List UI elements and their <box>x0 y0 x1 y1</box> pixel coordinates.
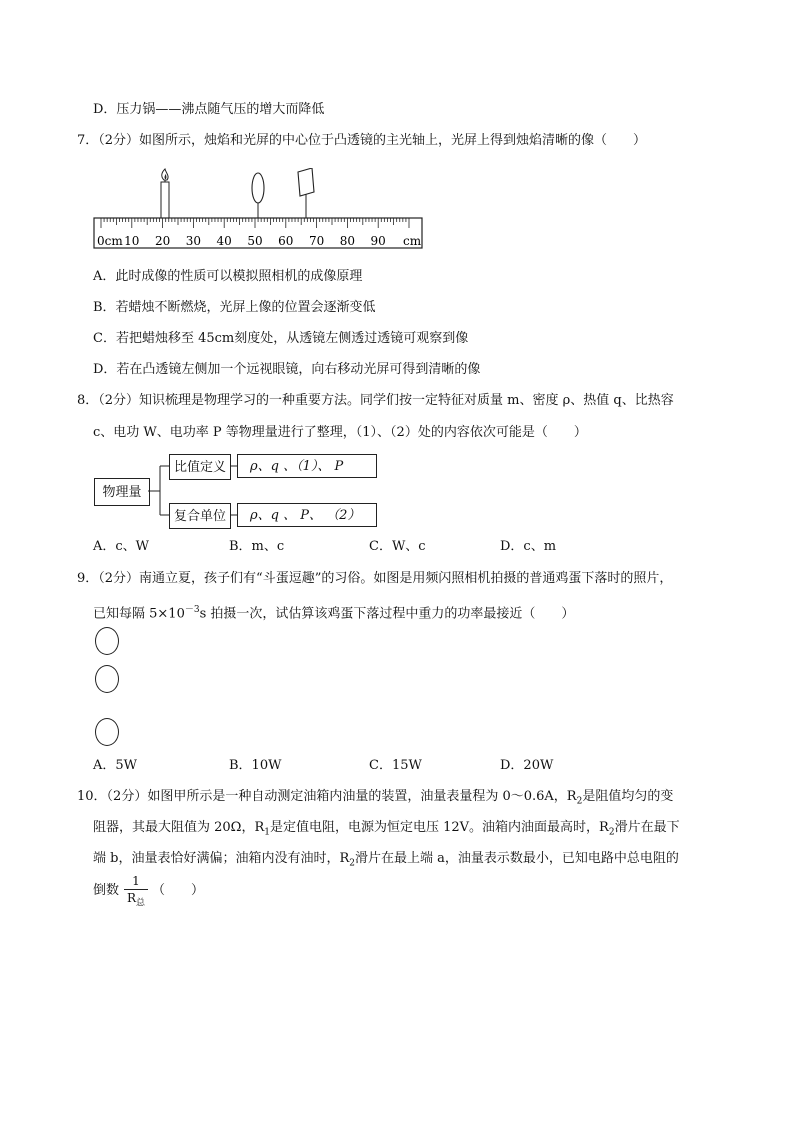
diagram-root: 物理量 <box>94 478 150 506</box>
q7-stem: 7．（2分）如图所示，烛焰和光屏的中心位于凸透镜的主光轴上，光屏上得到烛焰清晰的像（ ） <box>77 133 647 148</box>
q8-option-a: A．c、W <box>93 539 150 554</box>
q10-stem-line3: 端 b，油量表恰好满偏；油箱内没有油时，$R_2$滑片在最上端 a，油量表示数最小，已知电路中总电阻的 <box>93 851 679 869</box>
q7-option-a: A．此时成像的性质可以模拟照相机的成像原理 <box>93 269 363 284</box>
q9-option-c: C．15W <box>369 758 422 773</box>
q8-option-b: B．m、c <box>229 539 285 554</box>
ruler-tick-label: 40 <box>216 234 232 248</box>
diagram-branch1-label: 比值定义 <box>169 454 231 480</box>
q10-stem-line4-prefix: 倒数 <box>93 883 120 898</box>
ruler-end-label: cm <box>403 234 422 248</box>
q9-stem-line1: 9．（2分）南通立夏，孩子们有“斗蛋逗趣”的习俗。如图是用频闪照相机拍摄的普通鸡蛋下落时的照片， <box>77 571 673 586</box>
ruler-tick-label: 30 <box>185 234 202 248</box>
candle-icon <box>161 169 169 218</box>
diagram-branch1-content: ρ、q 、（1）、 P <box>237 454 377 478</box>
egg-icon <box>95 665 119 693</box>
q8-stem-line1: 8．（2分）知识梳理是物理学习的一种重要方法。同学们按一定特征对质量 m、密度 ρ、热值 q、比热容 <box>77 393 674 408</box>
q10-stem-line4-suffix: （ ） <box>152 883 205 898</box>
q9-option-a: A．5W <box>93 758 138 773</box>
q9-stem-line2: 已知每隔 $5\times 10^{-3}s$ 拍摄一次，试估算该鸡蛋下落过程中重力的功率最接近（ ） <box>93 605 575 622</box>
q7-option-c: C．若把蜡烛移至 45cm刻度处，从透镜左侧透过透镜可观察到像 <box>93 331 469 346</box>
q8-stem-line2: c、电功 W、电功率 P 等物理量进行了整理，（1）、（2）处的内容依次可能是（ ） <box>93 425 587 440</box>
diagram-branch2-content: ρ、q 、 P、 （2） <box>237 503 377 527</box>
q10-fraction <box>124 874 148 911</box>
egg-icon <box>95 718 119 746</box>
ruler-tick-labels <box>124 234 386 248</box>
light-screen-icon <box>298 168 314 218</box>
q7-option-b: B．若蜡烛不断燃烧，光屏上像的位置会逐渐变低 <box>93 300 376 315</box>
ruler-start-label: 0cm <box>97 234 123 248</box>
q10-stem-line1: 10．（2分）如图甲所示是一种自动测定油箱内油量的装置，油量表量程为 0～0.6A，$R_2$是阻值均匀的变 <box>77 789 674 807</box>
ruler-tick-label: 60 <box>278 234 294 248</box>
ruler-tick-label: 50 <box>247 234 263 248</box>
convex-lens-icon <box>252 173 264 218</box>
ruler-tick-label: 10 <box>124 234 140 248</box>
ruler-tick-label: 70 <box>308 234 325 248</box>
ruler-tick-label: 20 <box>154 234 171 248</box>
q8-option-d: D．c、m <box>500 539 557 554</box>
diagram-branch2-label: 复合单位 <box>169 503 231 529</box>
ruler-tick-label: 90 <box>370 234 386 248</box>
q8-option-c: C．W、c <box>369 539 426 554</box>
q9-option-d: D．20W <box>500 758 554 773</box>
egg-icon <box>95 627 119 655</box>
q7-optics-bench-figure <box>90 168 430 252</box>
q9-option-b: B．10W <box>229 758 282 773</box>
fraction-denominator: $R_总$ <box>126 891 146 909</box>
q10-stem-line2: 阻器，其最大阻值为 20Ω，$R_1$是定值电阻，电源为恒定电压 12V。油箱内油面最高时，$R_2$滑片在最下 <box>93 820 680 838</box>
q6-option-d: D．压力锅——沸点随气压的增大而降低 <box>93 102 325 117</box>
q7-option-d: D．若在凸透镜左侧加一个远视眼镜，向右移动光屏可得到清晰的像 <box>93 362 481 377</box>
fraction-numerator: 1 <box>124 874 148 890</box>
ruler-tick-label: 80 <box>339 234 356 248</box>
